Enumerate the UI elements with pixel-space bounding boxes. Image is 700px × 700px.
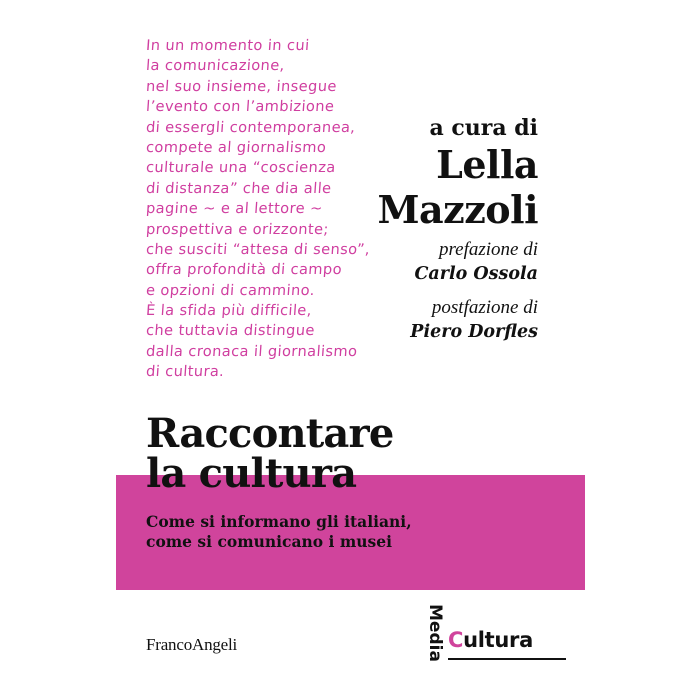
quote-line: prospettiva e orizzonte; [145, 220, 330, 238]
quote-line: È la sfida più difficile, [145, 302, 313, 320]
quote-line: che tuttavia distingue [145, 322, 316, 340]
afterword-label: postfazione di [431, 297, 538, 318]
quote-line: l’evento con l’ambizione [145, 98, 335, 116]
book-title [146, 410, 394, 497]
book-subtitle [146, 512, 412, 552]
quote-line: dalla cronaca il giornalismo [145, 342, 358, 360]
editor-first-name: Lella [436, 142, 538, 187]
subtitle-line-1: Come si informano gli italiani, [146, 512, 412, 531]
editor-prefix: a cura di [429, 115, 538, 141]
quote-line: che susciti “attesa di senso”, [145, 240, 371, 258]
quote-line: di cultura. [145, 363, 225, 381]
publisher-logo: FrancoAngeli [146, 635, 238, 654]
quote-line: compete al giornalismo [145, 138, 327, 156]
title-line-1: Raccontare [146, 410, 394, 457]
quote-line: la comunicazione, [145, 57, 286, 75]
quote-line: e opzioni di cammino. [145, 281, 316, 299]
credits [377, 110, 538, 344]
series-underline [448, 658, 566, 660]
editor-last-name: Mazzoli [377, 187, 538, 232]
quote-line: di essergli contemporanea, [145, 118, 356, 136]
subtitle-line-2: come si comunicano i musei [146, 532, 392, 551]
series-cultura-label [448, 628, 533, 652]
series-media-text: Media [425, 604, 445, 662]
series-c-letter: C [448, 628, 464, 652]
afterword-author: Piero Dorfles [410, 322, 538, 342]
series-media-label [426, 604, 444, 680]
handwritten-quote [146, 36, 396, 383]
quote-line: culturale una “coscienza [145, 159, 337, 177]
quote-line: offra profondità di campo [145, 261, 343, 279]
series-cultura-rest: ultura [463, 628, 533, 652]
quote-line: nel suo insieme, insegue [145, 77, 338, 95]
series-logo [425, 604, 548, 684]
title-line-2: la cultura [146, 450, 357, 497]
preface-author: Carlo Ossola [414, 264, 538, 284]
quote-line: In un momento in cui [145, 37, 311, 54]
quote-line: pagine ~ e al lettore ~ [145, 200, 324, 218]
preface-label: prefazione di [438, 239, 538, 260]
quote-line: di distanza” che dia alle [145, 179, 333, 197]
